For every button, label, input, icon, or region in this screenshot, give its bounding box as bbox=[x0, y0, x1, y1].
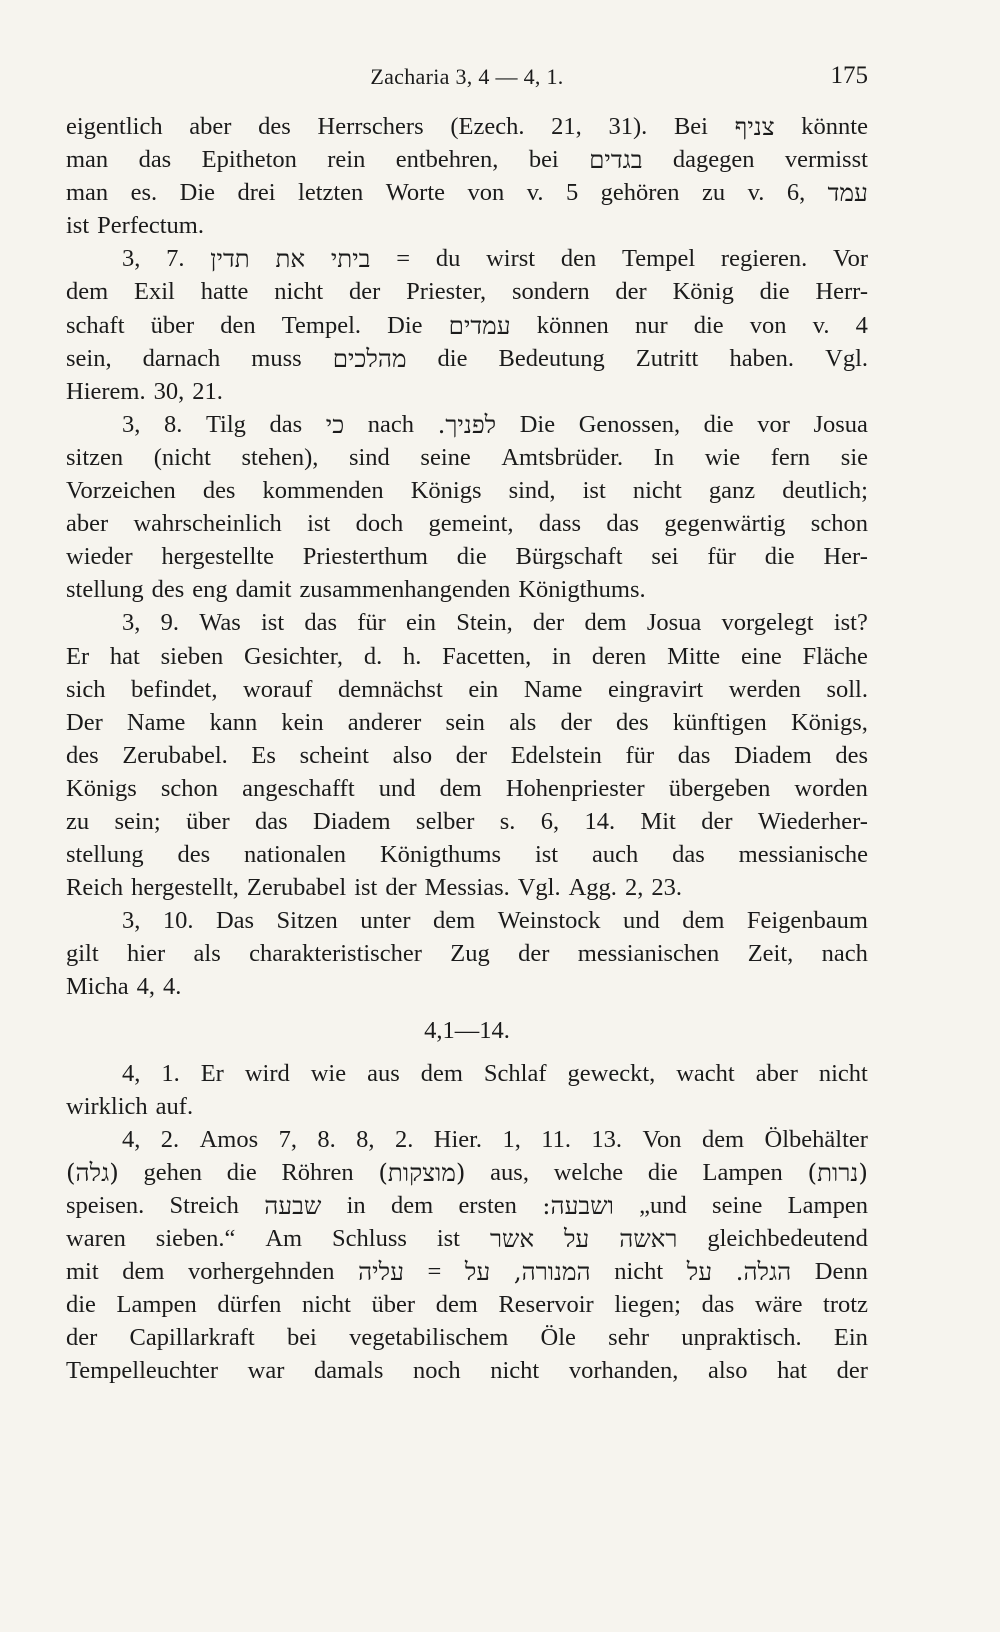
text-line: Er hat sieben Gesichter, d. h. Facetten, in deren Mitte eine Fläche bbox=[66, 642, 868, 670]
text-line: ist Perfectum. bbox=[66, 212, 204, 240]
text-line: aber wahrscheinlich ist doch gemeint, dass das gegenwärtig schon bbox=[66, 510, 868, 538]
text-line: 4, 1. Er wird wie aus dem Schlaf geweckt, wacht aber nicht bbox=[122, 1059, 868, 1087]
text-line: man es. Die drei letzten Worte von v. 5 gehören zu v. 6, עמד bbox=[66, 178, 868, 208]
text-line: mit dem vorhergehnden עליה = על המנורה, nicht על הגלה. Denn bbox=[66, 1257, 868, 1287]
text-line: Tempelleuchter war damals noch nicht vorhanden, also hat der bbox=[66, 1357, 868, 1385]
page-body-text bbox=[66, 110, 868, 1388]
text-line: sich befindet, worauf demnächst ein Name eingravirt werden soll. bbox=[66, 675, 868, 703]
text-line: Reich hergestellt, Zerubabel ist der Messias. Vgl. Agg. 2, 23. bbox=[66, 874, 682, 902]
text-line: 4, 1—14. bbox=[424, 1016, 510, 1044]
text-line: Micha 4, 4. bbox=[66, 973, 182, 1001]
text-line: gilt hier als charakteristischer Zug der messianischen Zeit, nach bbox=[66, 940, 868, 968]
page-number: 175 bbox=[830, 62, 868, 89]
text-line: (גלה) gehen die Röhren (מוצקות) aus, welche die Lampen (נרות) bbox=[66, 1157, 868, 1187]
text-line: eigentlich aber des Herrschers (Ezech. 21, 31). Bei צניף könnte bbox=[66, 112, 868, 141]
text-line: 3, 7. תדין את ביתי = du wirst den Tempel regieren. Vor bbox=[122, 244, 868, 274]
text-line: 3, 8. Tilg das כי nach לפניך. Die Genossen, die vor Josua bbox=[122, 409, 868, 439]
text-line: speisen. Streich שבעה in dem ersten ושבעה: „und seine Lampen bbox=[66, 1191, 868, 1220]
running-title: Zacharia 3, 4 — 4, 1. bbox=[370, 64, 564, 89]
text-line: 4, 2. Amos 7, 8. 8, 2. Hier. 1, 11. 13. Von dem Ölbehälter bbox=[122, 1125, 868, 1153]
text-line: stellung des nationalen Königthums ist auch das messianische bbox=[66, 841, 868, 869]
text-line: wirklich auf. bbox=[66, 1092, 194, 1120]
running-header bbox=[66, 58, 868, 98]
text-line: des Zerubabel. Es scheint also der Edelstein für das Diadem des bbox=[66, 741, 868, 769]
text-line: waren sieben.“ Am Schluss ist אשר על ראשה gleichbedeutend bbox=[66, 1224, 868, 1254]
text-line: Königs schon angeschafft und dem Hohenpriester übergeben worden bbox=[66, 774, 868, 802]
text-line: stellung des eng damit zusammenhangenden Königthums. bbox=[66, 576, 646, 604]
text-line: wieder hergestellte Priesterthum die Bürgschaft sei für die Her- bbox=[66, 543, 868, 571]
text-line: zu sein; über das Diadem selber s. 6, 14. Mit der Wiederher- bbox=[66, 807, 868, 835]
text-line: sitzen (nicht stehen), sind seine Amtsbrüder. In wie fern sie bbox=[66, 443, 868, 471]
text-line: Der Name kann kein anderer sein als der des künftigen Königs, bbox=[66, 708, 868, 736]
text-line: der Capillarkraft bei vegetabilischem Öle sehr unpraktisch. Ein bbox=[66, 1324, 868, 1352]
text-line: schaft über den Tempel. Die עמדים können nur die von v. 4 bbox=[66, 310, 868, 340]
text-line: 3, 10. Das Sitzen unter dem Weinstock und dem Feigenbaum bbox=[122, 907, 868, 935]
text-line: sein, darnach muss מהלכים die Bedeutung Zutritt haben. Vgl. bbox=[66, 343, 868, 373]
text-line: die Lampen dürfen nicht über dem Reservoir liegen; das wäre trotz bbox=[66, 1291, 868, 1319]
text-line: Hierem. 30, 21. bbox=[66, 377, 223, 405]
text-line: man das Epitheton rein entbehren, bei בגדים dagegen vermisst bbox=[66, 145, 868, 175]
text-line: 3, 9. Was ist das für ein Stein, der dem Josua vorgelegt ist? bbox=[122, 609, 868, 637]
text-line: dem Exil hatte nicht der Priester, sondern der König die Herr- bbox=[66, 278, 868, 306]
text-line: Vorzeichen des kommenden Königs sind, ist nicht ganz deutlich; bbox=[66, 477, 868, 505]
